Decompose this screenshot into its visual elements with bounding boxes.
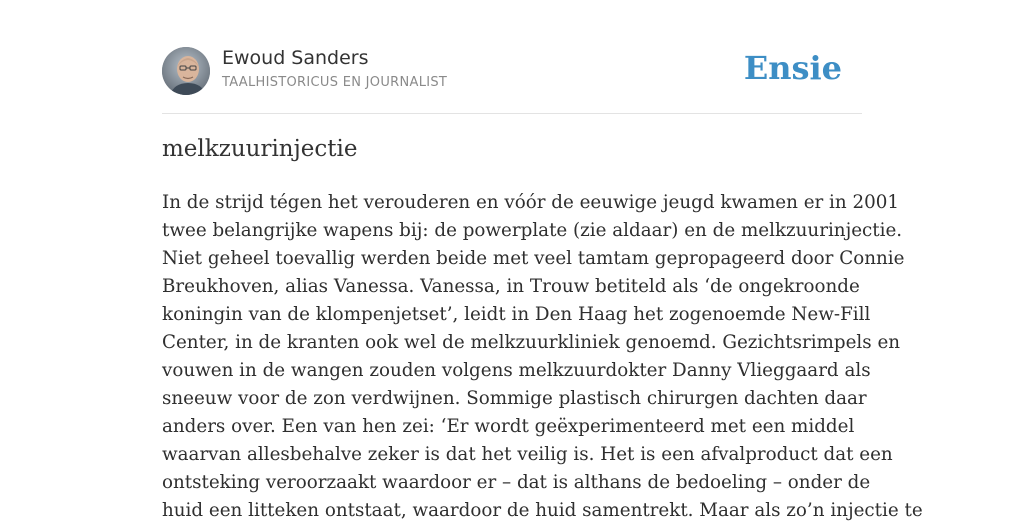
body-line: vouwen in de wangen zouden volgens melkzuurdokter Danny Vlieggaard als [162, 360, 871, 381]
body-line: waarvan allesbehalve zeker is dat het veilig is. Het is een afvalproduct dat een [162, 444, 893, 465]
body-line: In de strijd tégen het verouderen en vóór de eeuwige jeugd kwamen er in 2001 [162, 192, 900, 213]
body-line: anders over. Een van hen zei: ‘Er wordt geëxperimenteerd met een middel [162, 416, 855, 437]
author-portrait-icon [162, 47, 210, 95]
body-line: koningin van de klompenjetset’, leidt in Den Haag het zogenoemde New-Fill [162, 304, 871, 325]
body-line: ontsteking veroorzaakt waardoor er – dat is althans de bedoeling – onder de [162, 472, 871, 493]
body-line: huid een litteken ontstaat, waardoor de huid samentrekt. Maar als zo’n injectie te [162, 500, 923, 521]
author-role: TAALHISTORICUS EN JOURNALIST [222, 75, 448, 90]
header-divider [162, 113, 862, 114]
entry-header [162, 44, 862, 100]
body-line: Niet geheel toevallig werden beide met veel tamtam gepropageerd door Connie [162, 248, 905, 269]
body-line: Center, in de kranten ook wel de melkzuurkliniek genoemd. Gezichtsrimpels en [162, 332, 901, 353]
body-line: twee belangrijke wapens bij: de powerplate (zie aldaar) en de melkzuurinjectie. [162, 220, 903, 241]
body-line: sneeuw voor de zon verdwijnen. Sommige plastisch chirurgen dachten daar [162, 388, 867, 409]
author-name[interactable]: Ewoud Sanders [222, 47, 369, 69]
ensie-logo[interactable]: Ensie [743, 49, 842, 87]
entry-body [162, 189, 923, 525]
body-line: Breukhoven, alias Vanessa. Vanessa, in Trouw betiteld als ‘de ongekroonde [162, 276, 860, 297]
author-avatar[interactable] [162, 47, 210, 95]
entry-title: melkzuurinjectie [162, 136, 358, 162]
